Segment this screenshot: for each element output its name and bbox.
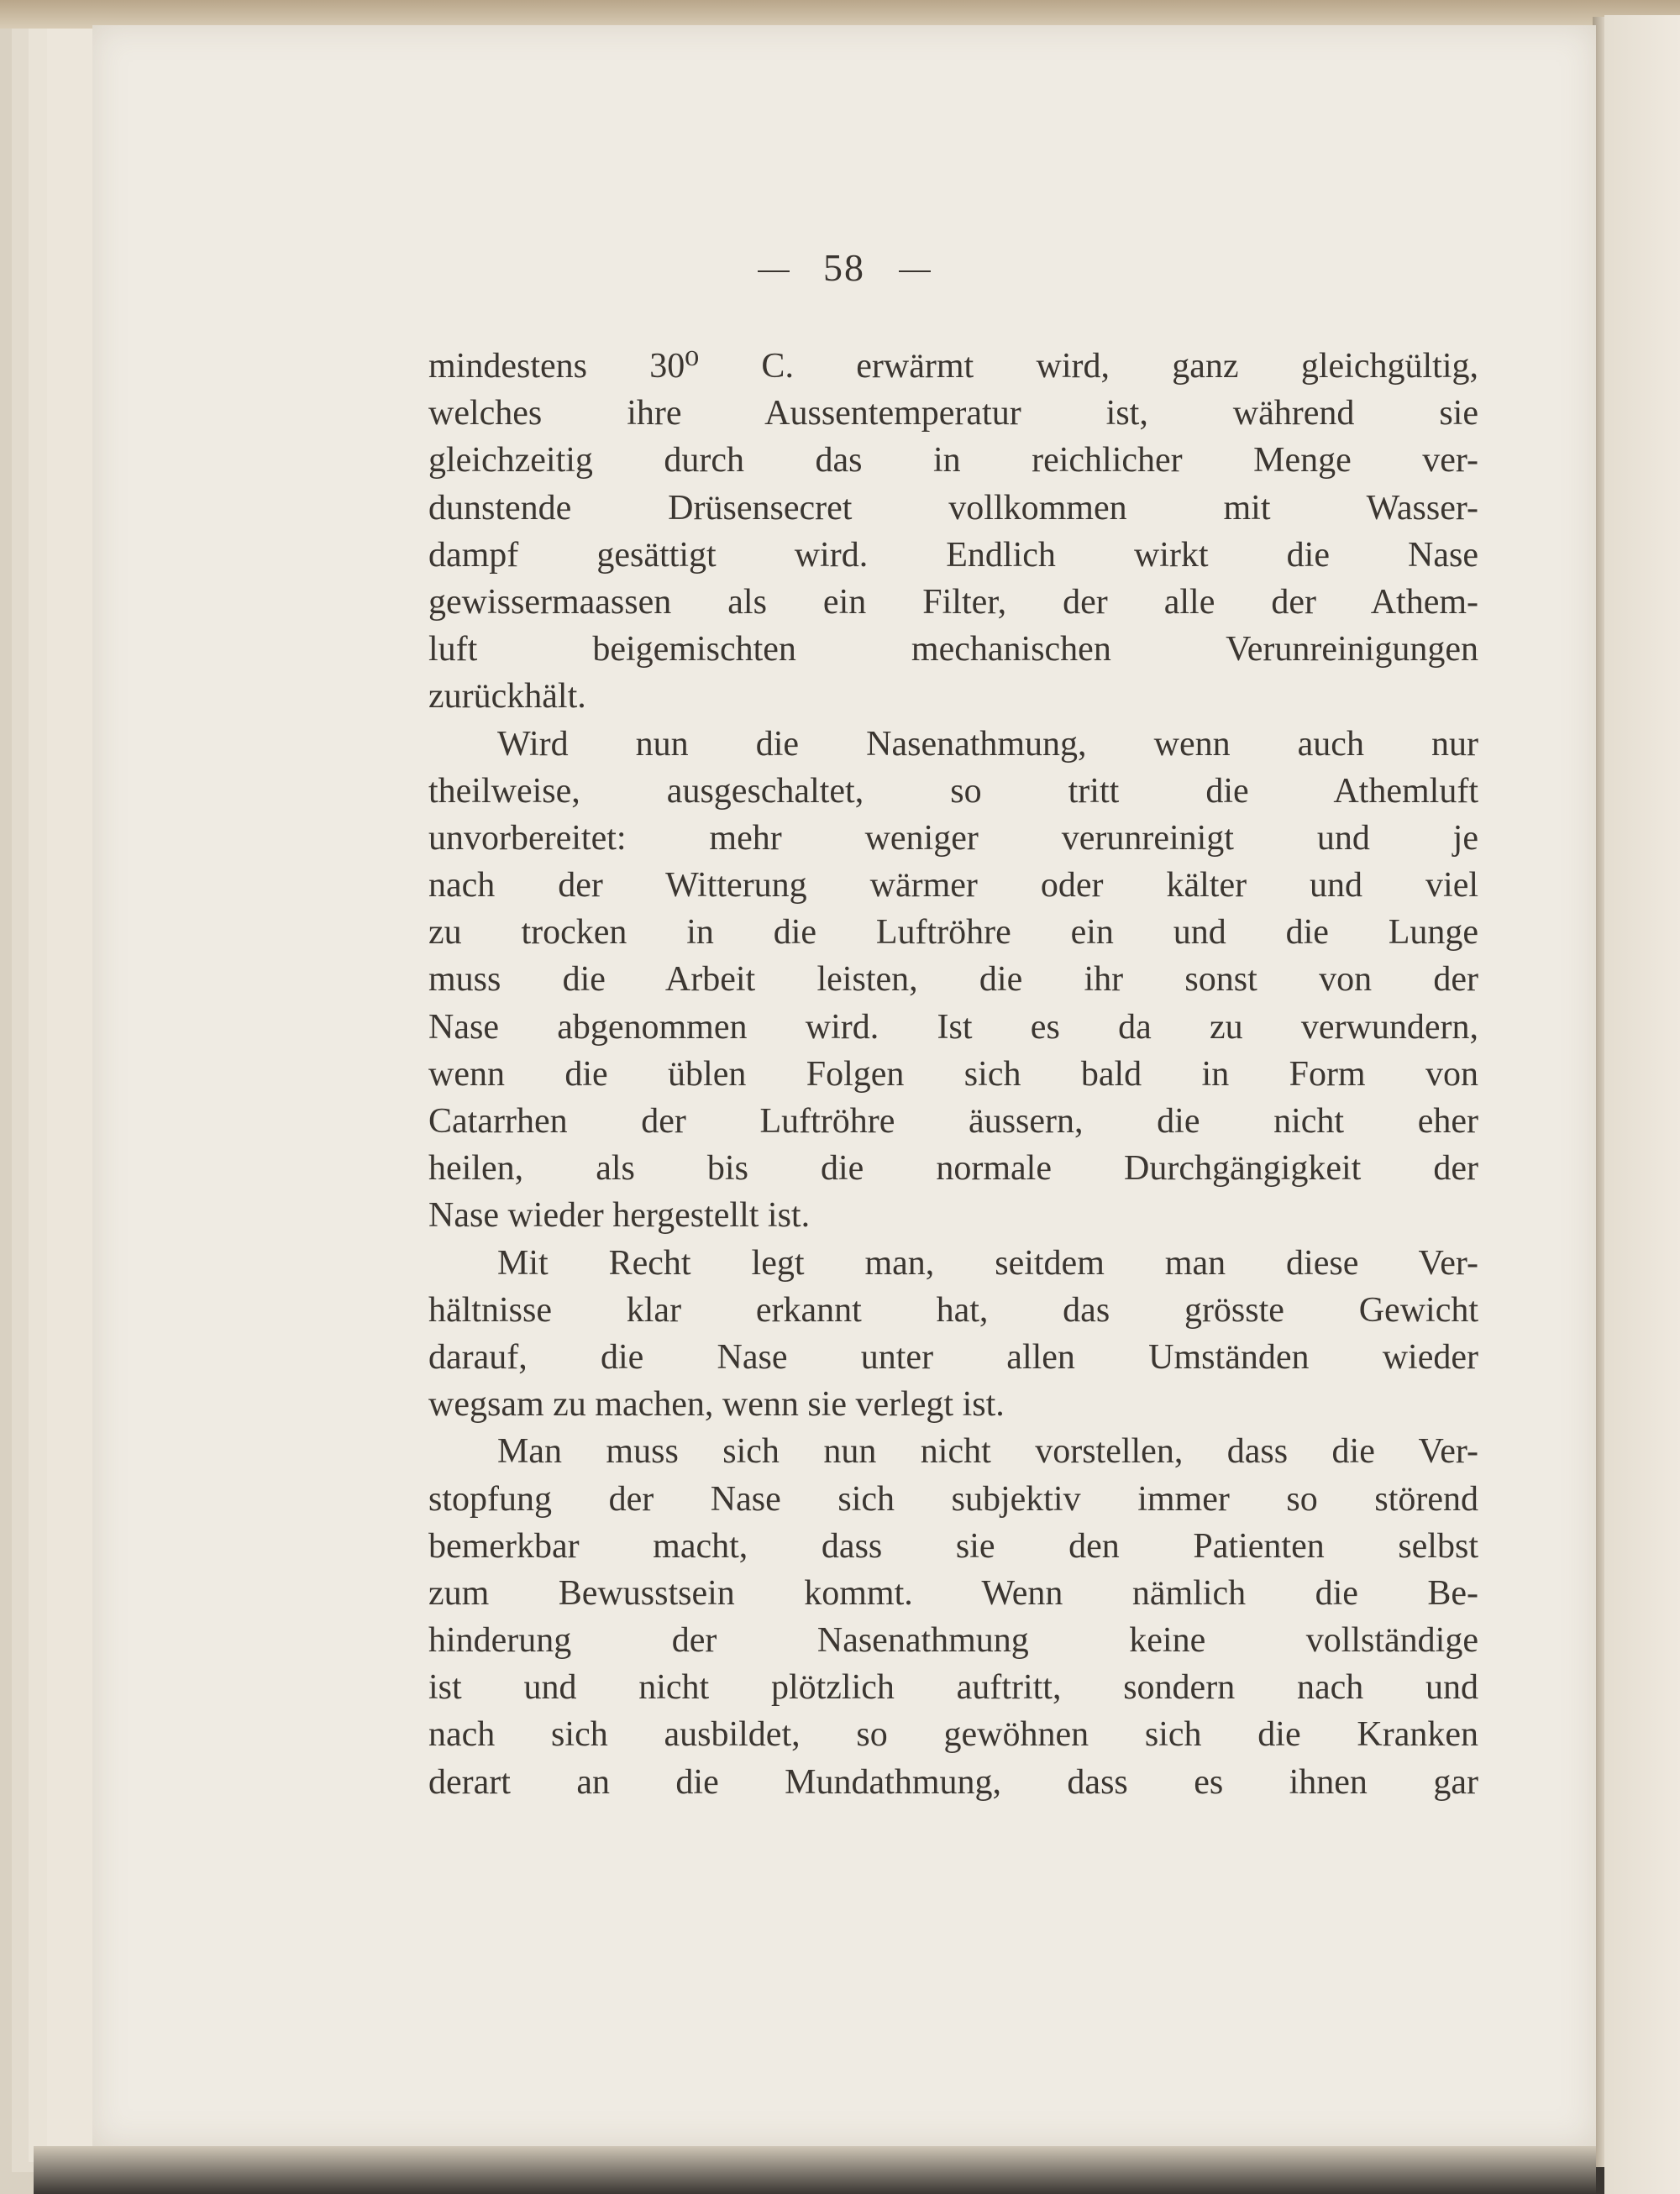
adjacent-page bbox=[1604, 15, 1680, 2194]
text-line: Nase wieder hergestellt ist. bbox=[428, 1196, 811, 1236]
text-line: dampf gesättigt wird. Endlich wirkt die Nase bbox=[428, 535, 1478, 575]
page-number-dash-left bbox=[758, 270, 790, 272]
text-line: muss die Arbeit leisten, die ihr sonst von der bbox=[428, 960, 1478, 1000]
page-number-dash-right bbox=[899, 270, 931, 272]
text-line: nach sich ausbildet, so gewöhnen sich die Kranken bbox=[428, 1715, 1478, 1755]
text-line: wenn die üblen Folgen sich bald in Form von bbox=[428, 1054, 1478, 1094]
text-line: Wird nun die Nasenathmung, wenn auch nur bbox=[497, 724, 1478, 764]
text-line: Mit Recht legt man, seitdem man diese Ver- bbox=[497, 1243, 1478, 1283]
text-line: hältnisse klar erkannt hat, das grösste Gewicht bbox=[428, 1290, 1478, 1330]
text-line: stopfung der Nase sich subjektiv immer so störend bbox=[428, 1479, 1478, 1519]
text-line: zum Bewusstsein kommt. Wenn nämlich die Be- bbox=[428, 1573, 1478, 1613]
text-line: bemerkbar macht, dass sie den Patienten selbst bbox=[428, 1526, 1478, 1566]
text-line: Nase abgenommen wird. Ist es da zu verwundern, bbox=[428, 1007, 1478, 1047]
book-page bbox=[92, 25, 1596, 2146]
text-line: nach der Witterung wärmer oder kälter und viel bbox=[428, 866, 1478, 905]
page-number bbox=[92, 245, 1596, 290]
bottom-page-edge bbox=[34, 2146, 1596, 2194]
text-line: theilweise, ausgeschaltet, so tritt die Athemluft bbox=[428, 771, 1478, 811]
text-line: mindestens 30⁰ C. erwärmt wird, ganz gleichgültig, bbox=[428, 347, 1478, 386]
text-line: dunstende Drüsensecret vollkommen mit Wasser- bbox=[428, 488, 1478, 528]
body-text bbox=[428, 343, 1478, 1806]
text-line: hinderung der Nasenathmung keine vollständige bbox=[428, 1621, 1478, 1661]
text-line: Catarrhen der Luftröhre äussern, die nicht eher bbox=[428, 1102, 1478, 1141]
text-line: wegsam zu machen, wenn sie verlegt ist. bbox=[428, 1385, 1005, 1425]
text-line: unvorbereitet: mehr weniger verunreinigt und je bbox=[428, 818, 1478, 858]
text-line: zu trocken in die Luftröhre ein und die Lunge bbox=[428, 913, 1478, 953]
text-line: ist und nicht plötzlich auftritt, sondern nach und bbox=[428, 1668, 1478, 1708]
page-edge bbox=[47, 18, 96, 2152]
page-number-value: 58 bbox=[823, 246, 865, 289]
text-line: gleichzeitig durch das in reichlicher Menge ver- bbox=[428, 441, 1478, 480]
top-page-edge bbox=[0, 0, 1680, 29]
text-line: zurückhält. bbox=[428, 677, 586, 716]
text-line: gewissermaassen als ein Filter, der alle der Athem- bbox=[428, 582, 1478, 622]
text-line: Man muss sich nun nicht vorstellen, dass die Ver- bbox=[497, 1432, 1478, 1472]
text-line: luft beigemischten mechanischen Verunreinigungen bbox=[428, 630, 1478, 669]
text-line: welches ihre Aussentemperatur ist, während sie bbox=[428, 394, 1478, 433]
text-line: heilen, als bis die normale Durchgängigkeit der bbox=[428, 1149, 1478, 1189]
text-line: derart an die Mundathmung, dass es ihnen gar bbox=[428, 1762, 1478, 1802]
text-line: darauf, die Nase unter allen Umständen wieder bbox=[428, 1337, 1478, 1377]
